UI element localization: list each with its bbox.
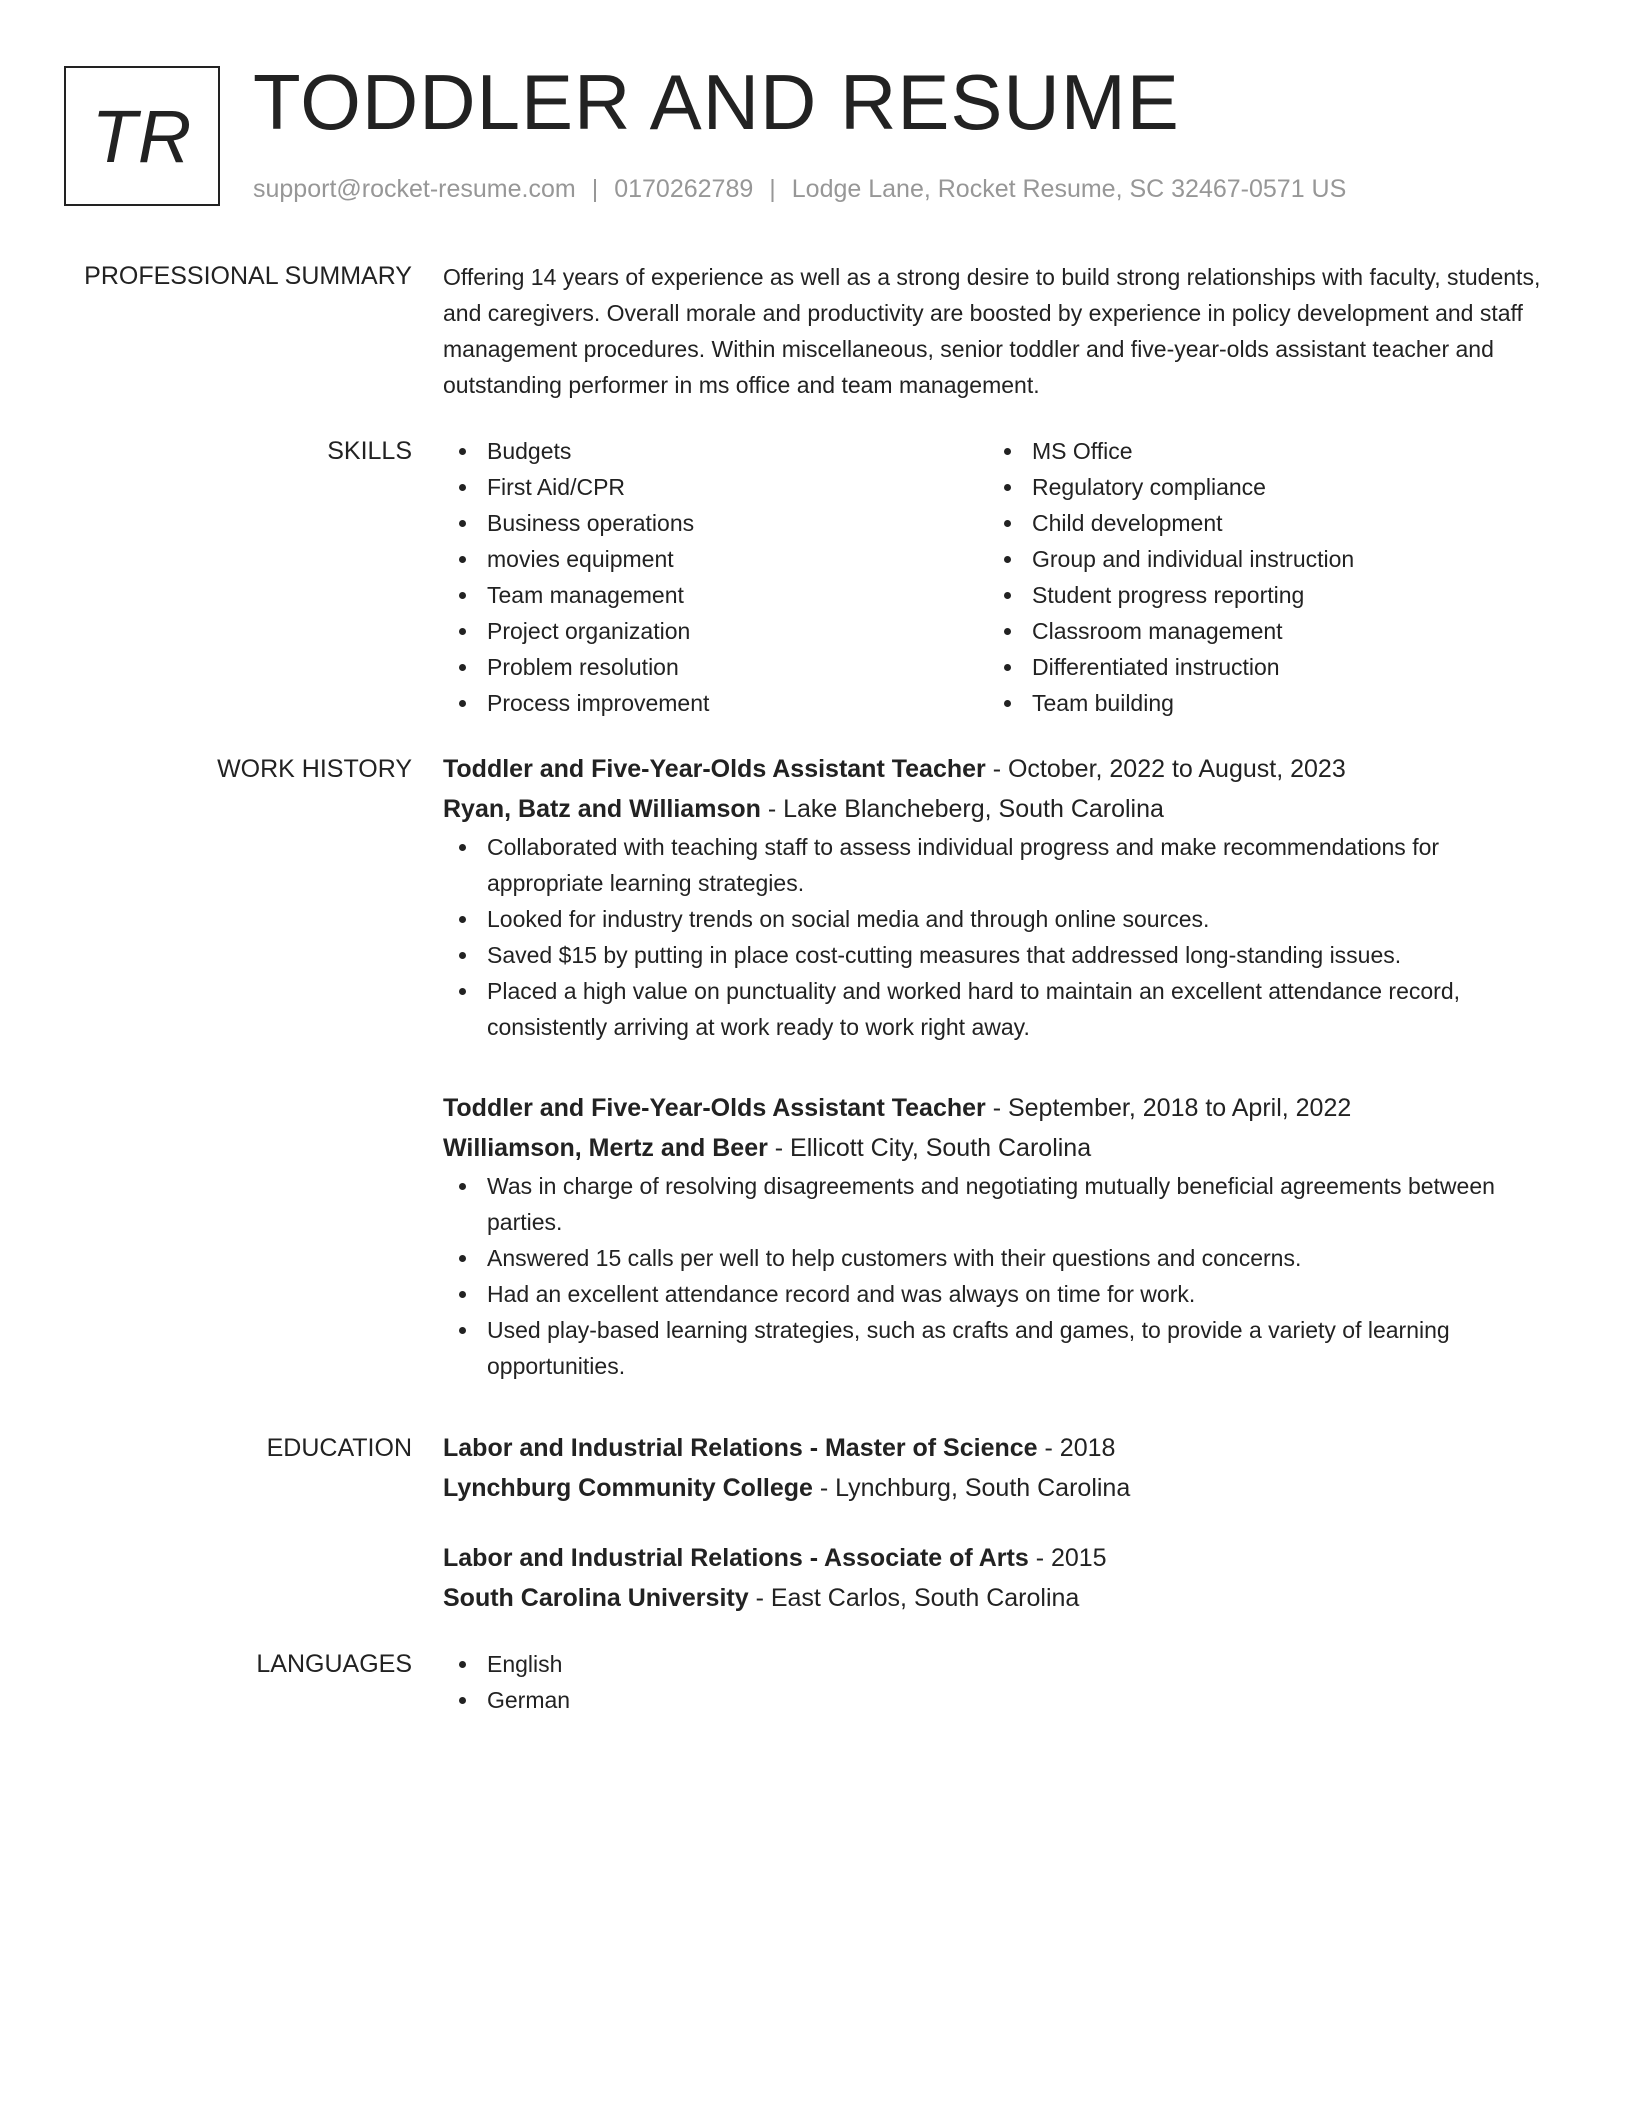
skill-item: movies equipment xyxy=(443,541,988,577)
degree-year: - 2015 xyxy=(1028,1544,1107,1572)
employer-name: Ryan, Batz and Williamson xyxy=(443,795,761,823)
contact-line xyxy=(253,174,1346,204)
job-dates: - October, 2022 to August, 2023 xyxy=(985,755,1346,783)
contact-address: Lodge Lane, Rocket Resume, SC 32467-0571 US xyxy=(791,175,1347,203)
school-name: South Carolina University xyxy=(443,1584,749,1612)
skill-item: Problem resolution xyxy=(443,649,988,685)
school-name: Lynchburg Community College xyxy=(443,1474,813,1502)
job-title-line xyxy=(443,749,1543,789)
skill-item: Regulatory compliance xyxy=(988,469,1533,505)
job-title: Toddler and Five-Year-Olds Assistant Teacher xyxy=(443,1094,986,1122)
job-bullet: Looked for industry trends on social media and through online sources. xyxy=(443,901,1543,937)
job-bullet: Placed a high value on punctuality and worked hard to maintain an excellent attendance record, consistently arriving at work ready to work right away. xyxy=(443,973,1543,1045)
contact-phone: 0170262789 xyxy=(614,175,754,203)
skill-item: MS Office xyxy=(988,433,1533,469)
education-entry xyxy=(443,1428,1543,1508)
skill-item: Group and individual instruction xyxy=(988,541,1533,577)
skill-item: Business operations xyxy=(443,505,988,541)
degree-year: - 2018 xyxy=(1037,1434,1116,1462)
job-bullet: Used play-based learning strategies, such as crafts and games, to provide a variety of learning opportunities. xyxy=(443,1312,1543,1384)
skills-list-right xyxy=(988,433,1533,721)
job-bullet: Collaborated with teaching staff to assess individual progress and make recommendations for appropriate learning strategies. xyxy=(443,829,1543,901)
job-entry xyxy=(443,1088,1543,1384)
job-bullet: Answered 15 calls per well to help customers with their questions and concerns. xyxy=(443,1240,1543,1276)
employer-name: Williamson, Mertz and Beer xyxy=(443,1134,768,1162)
job-title: Toddler and Five-Year-Olds Assistant Teacher xyxy=(443,755,986,783)
education-entry xyxy=(443,1538,1543,1618)
job-bullets xyxy=(443,1168,1543,1384)
section-label-summary: PROFESSIONAL SUMMARY xyxy=(84,262,412,290)
school-line xyxy=(443,1468,1543,1508)
section-label-languages: LANGUAGES xyxy=(256,1650,412,1678)
skill-item: Student progress reporting xyxy=(988,577,1533,613)
job-bullet: Was in charge of resolving disagreements and negotiating mutually beneficial agreements between parties. xyxy=(443,1168,1543,1240)
job-title-line xyxy=(443,1088,1543,1128)
candidate-name: TODDLER AND RESUME xyxy=(253,58,1180,146)
job-bullet: Saved $15 by putting in place cost-cutting measures that addressed long-standing issues. xyxy=(443,937,1543,973)
job-bullets xyxy=(443,829,1543,1045)
employer-location: - Ellicott City, South Carolina xyxy=(767,1134,1092,1162)
degree-line xyxy=(443,1428,1543,1468)
skill-item: First Aid/CPR xyxy=(443,469,988,505)
degree: Labor and Industrial Relations - Associate of Arts xyxy=(443,1544,1029,1572)
school-location: - East Carlos, South Carolina xyxy=(748,1584,1080,1612)
job-bullet: Had an excellent attendance record and was always on time for work. xyxy=(443,1276,1543,1312)
section-label-education: EDUCATION xyxy=(266,1434,412,1462)
employer-line xyxy=(443,1128,1543,1168)
employer-line xyxy=(443,789,1543,829)
skill-item: Project organization xyxy=(443,613,988,649)
language-item: German xyxy=(443,1682,1543,1718)
skill-item: Team building xyxy=(988,685,1533,721)
contact-separator: | xyxy=(769,175,776,203)
summary-text: Offering 14 years of experience as well as a strong desire to build strong relationships with faculty, students, and caregivers. Overall morale and productivity are boosted by experience in policy development and staff management procedures. Within miscellaneous, senior toddler and five-year-olds assistant teacher and outstanding performer in ms office and team management. xyxy=(443,264,1541,398)
skill-item: Differentiated instruction xyxy=(988,649,1533,685)
job-dates: - September, 2018 to April, 2022 xyxy=(985,1094,1352,1122)
section-label-work-history: WORK HISTORY xyxy=(217,755,412,783)
skill-item: Child development xyxy=(988,505,1533,541)
contact-separator: | xyxy=(591,175,599,203)
skill-item: Classroom management xyxy=(988,613,1533,649)
degree: Labor and Industrial Relations - Master of Science xyxy=(443,1434,1038,1462)
section-label-skills: SKILLS xyxy=(327,437,412,465)
job-entry xyxy=(443,749,1543,1045)
monogram-logo: TR xyxy=(64,66,220,206)
skill-item: Team management xyxy=(443,577,988,613)
school-line xyxy=(443,1578,1543,1618)
school-location: - Lynchburg, South Carolina xyxy=(812,1474,1131,1502)
skill-item: Process improvement xyxy=(443,685,988,721)
degree-line xyxy=(443,1538,1543,1578)
employer-location: - Lake Blancheberg, South Carolina xyxy=(760,795,1164,823)
languages-list xyxy=(443,1646,1543,1718)
contact-email: support@rocket-resume.com xyxy=(253,175,576,203)
skill-item: Budgets xyxy=(443,433,988,469)
skills-list-left xyxy=(443,433,988,721)
language-item: English xyxy=(443,1646,1543,1682)
